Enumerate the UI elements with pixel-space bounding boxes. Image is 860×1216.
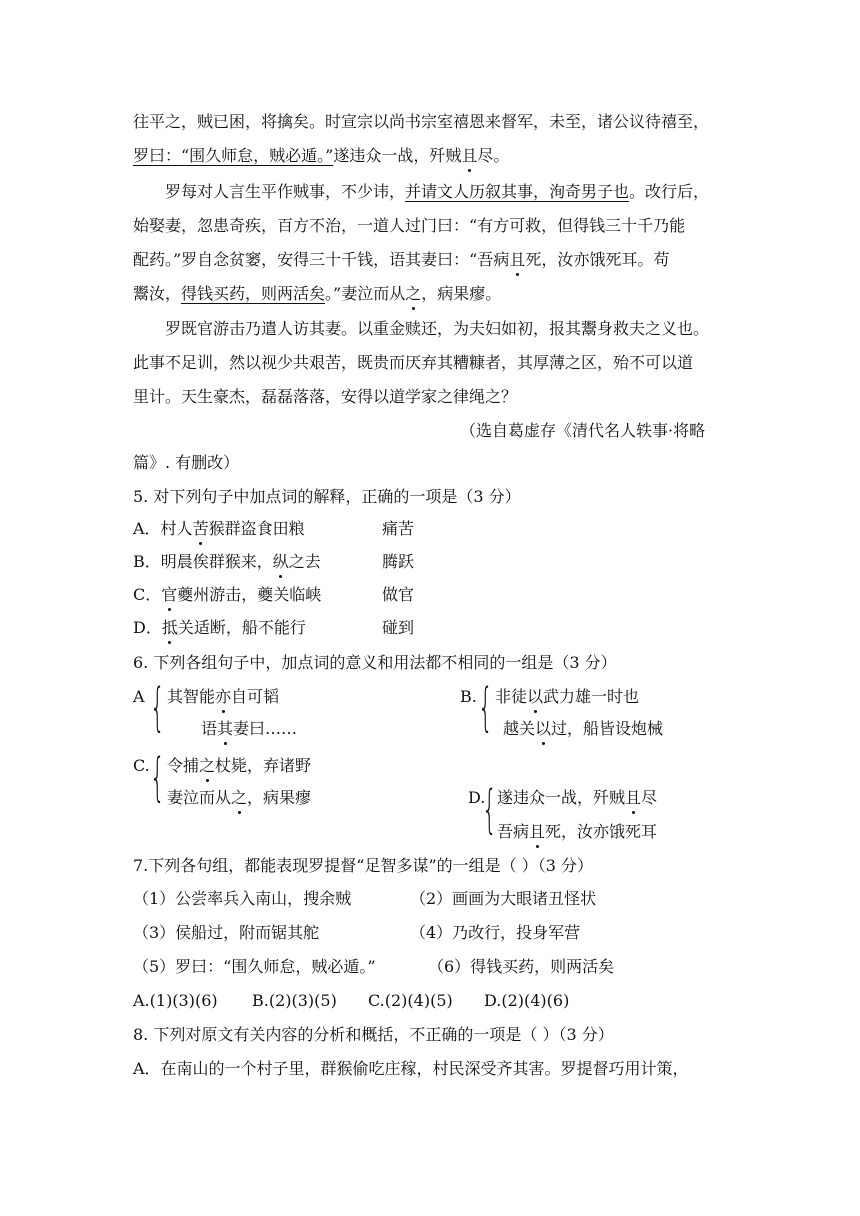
dotted-word: 之 [231, 788, 248, 807]
dotted-word: 纵 [272, 552, 289, 571]
q6-b-sentence-1: 非徒以武力雄一时也 [495, 687, 640, 706]
q6-b-sentence-2: 越关以过，船皆设炮械 [503, 719, 664, 738]
q7-option-d: D.(2)(4)(6) [484, 991, 570, 1010]
dotted-word: 亦 [215, 687, 232, 706]
dotted-word: 且 [625, 788, 642, 807]
q5-gloss-c: 做官 [382, 585, 415, 604]
dotted-word: 抵 [161, 618, 178, 637]
passage-line: 里计。天生豪杰，磊磊落落，安得以道学家之律绳之？ [133, 387, 518, 406]
q6-a-sentence-2: 语其妻曰…… [201, 719, 298, 738]
dotted-word: 官 [161, 585, 178, 604]
q7-item-3: （3）侯船过，附而锯其舵 [133, 923, 320, 942]
dotted-word: 且 [529, 822, 546, 841]
dotted-word: 之 [405, 284, 422, 303]
brace-symbol: { [482, 780, 497, 840]
q6-d-sentence-2: 吾病且死，汝亦饿死耳 [497, 822, 658, 841]
question-6-stem: 6. 下列各组句子中，加点词的意义和用法都不相同的一组是（3 分） [133, 653, 617, 672]
dotted-word: 之 [199, 756, 216, 775]
question-8-stem: 8. 下列对原文有关内容的分析和概括，不正确的一项是（ ）（3 分） [133, 1025, 614, 1044]
q6-a-sentence-1: 其智能亦自可韬 [167, 687, 280, 706]
q6-option-b-label: B. [460, 687, 477, 706]
passage-line: 罗每对人言生平作贼事，不少讳，并请文人历叙其事，洵奇男子也。改行后， [165, 182, 710, 201]
underlined-sentence: 得钱买药，则两活矣 [181, 284, 326, 303]
passage-line: 罗曰：“围久师怠，贼必遁。”遂违众一战，歼贼且尽。 [133, 146, 510, 165]
q5-gloss-b: 腾跃 [382, 552, 415, 571]
q7-option-a: A.(1)(3)(6) [133, 991, 218, 1010]
dotted-word: 且 [509, 250, 526, 269]
q7-item-4: （4）乃改行，投身军营 [410, 923, 581, 942]
q7-item-5: （5）罗曰：“围久师怠，贼必遁。” [133, 957, 376, 976]
q7-item-1: （1）公尝率兵入南山，搜余贼 [133, 889, 352, 908]
passage-line: 往平之，贼已困，将擒矣。时宣宗以尚书宗室禧恩来督军，未至，诸公议待禧至， [133, 112, 710, 131]
question-7-stem: 7.下列各句组，都能表现罗提督“足智多谋”的一组是（ ）（3 分） [133, 856, 593, 875]
passage-line: 始娶妻，忽患奇疾，百方不治，一道人过门曰：“有方可救，但得钱三十千乃能 [133, 216, 686, 235]
q5-gloss-d: 碰到 [382, 618, 415, 637]
underlined-sentence: 并请文人历叙其事，洵奇男子也 [405, 182, 630, 201]
dotted-word: 以 [527, 687, 544, 706]
q7-option-b: B.(2)(3)(5) [252, 991, 337, 1010]
brace-symbol: { [150, 678, 165, 738]
passage-line: 配药。”罗自念贫窭，安得三十千钱，语其妻曰：“吾病且死，汝亦饿死耳。苟 [133, 250, 670, 269]
q6-c-sentence-2: 妻泣而从之，病果瘳 [167, 788, 312, 807]
brace-symbol: { [150, 748, 165, 808]
q5-gloss-a: 痛苦 [382, 519, 415, 538]
passage-line: 鬻汝，得钱买药，则两活矣。”妻泣而从之，病果瘳。 [133, 284, 502, 303]
source-citation: （选自葛虚存《清代名人轶事·将略 [460, 421, 706, 440]
q6-d-sentence-1: 遂违众一战，歼贼且尽 [497, 788, 658, 807]
dotted-word: 苦 [192, 519, 209, 538]
source-citation: 篇》. 有删改） [133, 453, 240, 472]
dotted-word: 且 [461, 146, 478, 165]
question-5-stem: 5. 对下列句子中加点词的解释，正确的一项是（3 分） [133, 487, 521, 506]
dotted-word: 以 [535, 719, 552, 738]
underlined-sentence: 罗曰：“围久师怠，贼必遁。” [133, 146, 334, 165]
q6-option-a-label: A [133, 687, 145, 706]
passage-line: 罗既官游击乃遣人访其妻。以重金赎还，为夫妇如初，报其鬻身救夫之义也。 [165, 319, 710, 338]
q5-option-b: B．明晨俟群猴来，纵之去 [133, 552, 321, 571]
q5-option-c: C．官夔州游击，夔关临峡 [133, 585, 322, 604]
brace-symbol: { [478, 678, 493, 738]
dotted-word: 其 [217, 719, 234, 738]
q7-option-c: C.(2)(4)(5) [368, 991, 453, 1010]
q6-option-d-label: D. [468, 788, 486, 807]
q7-item-6: （6）得钱买药，则两活矣 [428, 957, 615, 976]
q6-c-sentence-1: 令捕之杖毙，弃诸野 [167, 756, 312, 775]
q8-option-a: A．在南山的一个村子里，群猴偷吃庄稼，村民深受齐其害。罗提督巧用计策， [133, 1059, 689, 1078]
q6-option-c-label: C. [133, 756, 150, 775]
q5-option-a: A．村人苦猴群盗食田粮 [133, 519, 305, 538]
passage-line: 此事不足训，然以视少共艰苦，既贵而厌弃其糟糠者，其厚薄之区，殆不可以道 [133, 353, 694, 372]
q5-option-d: D．抵关适断，船不能行 [133, 618, 306, 637]
q7-item-2: （2）画画为大眼诸丑怪状 [410, 889, 597, 908]
